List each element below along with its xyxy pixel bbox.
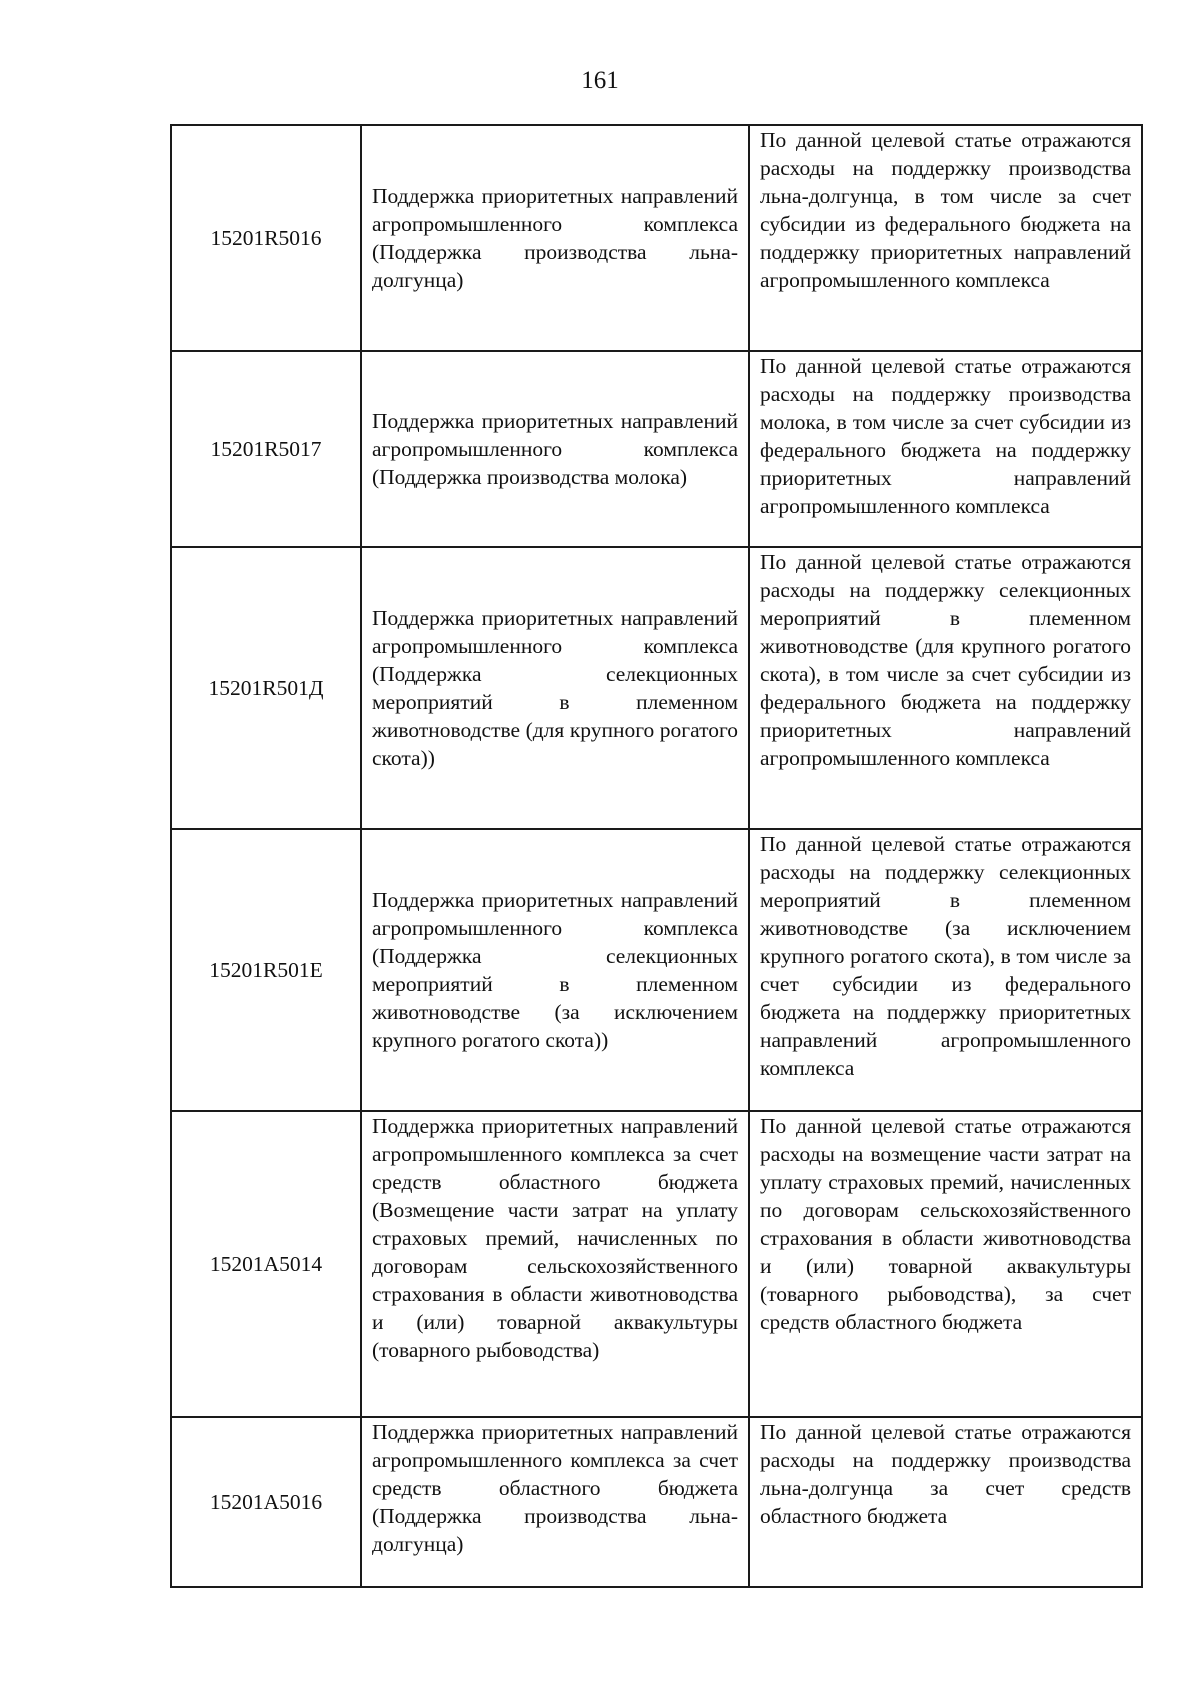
- target-name: Поддержка приоритетных направлений агропромышленного комплекса за счет средств областного бюджета (Поддержка производства льна-долгунца): [361, 1417, 749, 1587]
- target-code: 15201R501Д: [171, 547, 361, 829]
- target-code: 15201A5016: [171, 1417, 361, 1587]
- table-row: [171, 351, 1142, 547]
- table-row: [171, 1111, 1142, 1417]
- table-row: [171, 829, 1142, 1111]
- table-row: [171, 125, 1142, 351]
- target-code: 15201A5014: [171, 1111, 361, 1417]
- table-row: [171, 547, 1142, 829]
- target-description: По данной целевой статье отражаются расходы на поддержку производства льна-долгунца, в том числе за счет субсидии из федерального бюджета на поддержку приоритетных направлений агропромышленного комплекса: [749, 125, 1142, 351]
- target-code: 15201R5017: [171, 351, 361, 547]
- target-description: По данной целевой статье отражаются расходы на поддержку производства молока, в том числе за счет субсидии из федерального бюджета на поддержку приоритетных направлений агропромышленного комплекса: [749, 351, 1142, 547]
- page-number: 161: [581, 67, 619, 94]
- budget-classification-table: [170, 124, 1143, 1588]
- target-name: Поддержка приоритетных направлений агропромышленного комплекса (Поддержка производства льна-долгунца): [361, 125, 749, 351]
- target-name: Поддержка приоритетных направлений агропромышленного комплекса (Поддержка селекционных мероприятий в племенном животноводстве (для крупного рогатого скота)): [361, 547, 749, 829]
- target-description: По данной целевой статье отражаются расходы на поддержку селекционных мероприятий в племенном животноводстве (для крупного рогатого скота), в том числе за счет субсидии из федерального бюджета на поддержку приоритетных направлений агропромышленного комплекса: [749, 547, 1142, 829]
- table-row: [171, 1417, 1142, 1587]
- target-description: По данной целевой статье отражаются расходы на поддержку производства льна-долгунца за счет средств областного бюджета: [749, 1417, 1142, 1587]
- target-name: Поддержка приоритетных направлений агропромышленного комплекса (Поддержка производства молока): [361, 351, 749, 547]
- target-name: Поддержка приоритетных направлений агропромышленного комплекса (Поддержка селекционных мероприятий в племенном животноводстве (за исключением крупного рогатого скота)): [361, 829, 749, 1111]
- target-description: По данной целевой статье отражаются расходы на поддержку селекционных мероприятий в племенном животноводстве (за исключением крупного рогатого скота), в том числе за счет субсидии из федерального бюджета на поддержку приоритетных направлений агропромышленного комплекса: [749, 829, 1142, 1111]
- target-code: 15201R5016: [171, 125, 361, 351]
- target-description: По данной целевой статье отражаются расходы на возмещение части затрат на уплату страховых премий, начисленных по договорам сельскохозяйственного страхования в области животноводства и (или) товарной аквакультуры (товарного рыбоводства), за счет средств областного бюджета: [749, 1111, 1142, 1417]
- target-code: 15201R501E: [171, 829, 361, 1111]
- target-name: Поддержка приоритетных направлений агропромышленного комплекса за счет средств областного бюджета (Возмещение части затрат на уплату страховых премий, начисленных по договорам сельскохозяйственного страхования в области животноводства и (или) товарной аквакультуры (товарного рыбоводства): [361, 1111, 749, 1417]
